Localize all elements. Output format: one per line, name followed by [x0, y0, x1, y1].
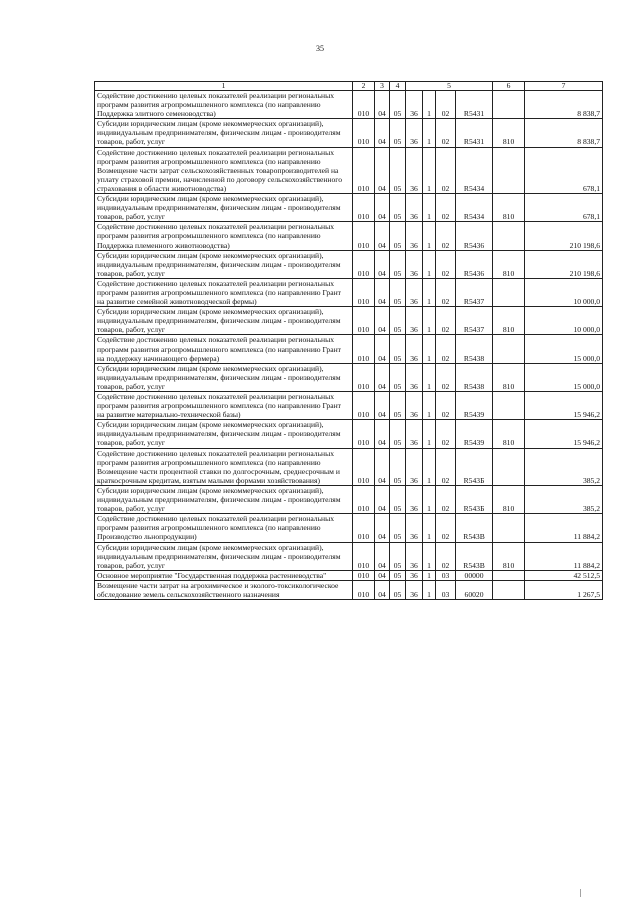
code-6: [493, 278, 525, 306]
code-5-subprogram: 1: [423, 514, 436, 542]
code-5-direction: R5431: [456, 119, 493, 147]
row-description: Содействие достижению целевых показателей реализации региональных программ развития агропромышленного комплекса (по направлению Грант на развитие семейной животноводческой фермы): [95, 278, 353, 306]
code-5-direction: R5438: [456, 363, 493, 391]
code-5-event: 02: [436, 392, 456, 420]
code-5-subprogram: 1: [423, 542, 436, 570]
code-2: 010: [353, 119, 375, 147]
code-5-direction: R5431: [456, 91, 493, 119]
code-2: 010: [353, 392, 375, 420]
amount: 385,2: [525, 448, 603, 485]
code-5-program: 36: [406, 448, 423, 485]
code-4: 05: [390, 570, 406, 580]
code-3: 04: [375, 580, 390, 599]
code-5-program: 36: [406, 250, 423, 278]
code-3: 04: [375, 542, 390, 570]
code-2: 010: [353, 307, 375, 335]
code-4: 05: [390, 250, 406, 278]
code-4: 05: [390, 194, 406, 222]
code-3: 04: [375, 278, 390, 306]
amount: 210 198,6: [525, 222, 603, 250]
code-2: 010: [353, 91, 375, 119]
amount: 210 198,6: [525, 250, 603, 278]
code-5-direction: R5438: [456, 335, 493, 363]
code-2: 010: [353, 448, 375, 485]
code-4: 05: [390, 119, 406, 147]
code-3: 04: [375, 147, 390, 193]
header-col-3: 3: [375, 82, 390, 91]
table-row: [95, 307, 603, 335]
code-4: 05: [390, 307, 406, 335]
code-2: 010: [353, 570, 375, 580]
code-6: [493, 222, 525, 250]
code-6: [493, 580, 525, 599]
row-description: Основное мероприятие "Государственная поддержка растениеводства": [95, 570, 353, 580]
code-5-program: 36: [406, 222, 423, 250]
code-5-direction: R5437: [456, 307, 493, 335]
code-5-program: 36: [406, 392, 423, 420]
code-5-event: 02: [436, 363, 456, 391]
code-5-event: 02: [436, 420, 456, 448]
code-2: 010: [353, 278, 375, 306]
code-3: 04: [375, 570, 390, 580]
table-row: [95, 278, 603, 306]
row-description: Субсидии юридическим лицам (кроме некоммерческих организаций), индивидуальным предпринимателям, физическим лицам - производителям товаров, работ, услуг: [95, 542, 353, 570]
row-description: Субсидии юридическим лицам (кроме некоммерческих организаций), индивидуальным предпринимателям, физическим лицам - производителям товаров, работ, услуг: [95, 420, 353, 448]
code-5-event: 02: [436, 335, 456, 363]
table-row: [95, 119, 603, 147]
code-2: 010: [353, 580, 375, 599]
code-2: 010: [353, 194, 375, 222]
row-description: Субсидии юридическим лицам (кроме некоммерческих организаций), индивидуальным предпринимателям, физическим лицам - производителям товаров, работ, услуг: [95, 485, 353, 513]
code-4: 05: [390, 514, 406, 542]
code-3: 04: [375, 392, 390, 420]
code-5-subprogram: 1: [423, 448, 436, 485]
row-description: Содействие достижению целевых показателей реализации региональных программ развития агропромышленного комплекса (по направлению Грант на развитие материально-технической базы): [95, 392, 353, 420]
footer-mark: |: [580, 888, 582, 897]
code-4: 05: [390, 222, 406, 250]
code-2: 010: [353, 485, 375, 513]
code-5-program: 36: [406, 514, 423, 542]
header-col-7: 7: [525, 82, 603, 91]
row-description: Субсидии юридическим лицам (кроме некоммерческих организаций), индивидуальным предпринимателям, физическим лицам - производителям товаров, работ, услуг: [95, 250, 353, 278]
row-description: Субсидии юридическим лицам (кроме некоммерческих организаций), индивидуальным предпринимателям, физическим лицам - производителям товаров, работ, услуг: [95, 307, 353, 335]
page-number: 35: [316, 44, 324, 53]
code-4: 05: [390, 278, 406, 306]
amount: 11 884,2: [525, 514, 603, 542]
table-row: [95, 250, 603, 278]
amount: 11 884,2: [525, 542, 603, 570]
code-4: 05: [390, 392, 406, 420]
code-5-direction: R5437: [456, 278, 493, 306]
row-description: Субсидии юридическим лицам (кроме некоммерческих организаций), индивидуальным предпринимателям, физическим лицам - производителям товаров, работ, услуг: [95, 119, 353, 147]
row-description: Возмещение части затрат на агрохимическое и эколого-токсикологическое обследование земель сельскохозяйственного назначения: [95, 580, 353, 599]
code-5-direction: R5434: [456, 194, 493, 222]
code-2: 010: [353, 147, 375, 193]
code-4: 05: [390, 147, 406, 193]
code-5-program: 36: [406, 194, 423, 222]
amount: 8 838,7: [525, 91, 603, 119]
code-4: 05: [390, 91, 406, 119]
code-5-direction: R5436: [456, 250, 493, 278]
code-4: 05: [390, 542, 406, 570]
code-5-subprogram: 1: [423, 570, 436, 580]
code-5-program: 36: [406, 307, 423, 335]
code-6: [493, 448, 525, 485]
code-4: 05: [390, 485, 406, 513]
amount: 42 512,5: [525, 570, 603, 580]
code-3: 04: [375, 335, 390, 363]
table-row: [95, 485, 603, 513]
table-row: [95, 194, 603, 222]
code-3: 04: [375, 91, 390, 119]
code-5-event: 02: [436, 194, 456, 222]
code-5-program: 36: [406, 335, 423, 363]
code-3: 04: [375, 448, 390, 485]
table-row: [95, 448, 603, 485]
code-5-program: 36: [406, 580, 423, 599]
code-5-event: 02: [436, 147, 456, 193]
code-6: [493, 392, 525, 420]
code-5-event: 03: [436, 580, 456, 599]
code-5-direction: 60020: [456, 580, 493, 599]
row-description: Субсидии юридическим лицам (кроме некоммерческих организаций), индивидуальным предпринимателям, физическим лицам - производителям товаров, работ, услуг: [95, 194, 353, 222]
code-3: 04: [375, 485, 390, 513]
table-row: [95, 570, 603, 580]
code-5-event: 02: [436, 307, 456, 335]
code-6: 810: [493, 307, 525, 335]
code-6: 810: [493, 363, 525, 391]
code-5-event: 02: [436, 119, 456, 147]
amount: 15 946,2: [525, 420, 603, 448]
amount: 1 267,5: [525, 580, 603, 599]
code-5-direction: R5439: [456, 392, 493, 420]
table-row: [95, 542, 603, 570]
header-col-6: 6: [493, 82, 525, 91]
table-row: [95, 222, 603, 250]
amount: 15 000,0: [525, 335, 603, 363]
code-2: 010: [353, 335, 375, 363]
code-5-event: 02: [436, 278, 456, 306]
code-5-event: 02: [436, 542, 456, 570]
code-5-program: 36: [406, 278, 423, 306]
code-3: 04: [375, 250, 390, 278]
code-2: 010: [353, 542, 375, 570]
code-6: 810: [493, 485, 525, 513]
code-4: 05: [390, 363, 406, 391]
code-5-direction: R5439: [456, 420, 493, 448]
budget-table: [94, 81, 603, 600]
code-6: [493, 147, 525, 193]
header-col-2: 2: [353, 82, 375, 91]
row-description: Содействие достижению целевых показателей реализации региональных программ развития агропромышленного комплекса (по направлению Возмещение части затрат сельскохозяйственных товаропроизводителей на уплату страховой премии, начисленной по договору сельскохозяйственного страхования в области животноводства): [95, 147, 353, 193]
code-5-subprogram: 1: [423, 307, 436, 335]
table-row: [95, 420, 603, 448]
amount: 8 838,7: [525, 119, 603, 147]
table-row: [95, 392, 603, 420]
code-5-event: 02: [436, 91, 456, 119]
code-4: 05: [390, 448, 406, 485]
code-5-subprogram: 1: [423, 222, 436, 250]
row-description: Содействие достижению целевых показателей реализации региональных программ развития агропромышленного комплекса (по направлению Возмещение части процентной ставки по долгосрочным, среднесрочным и краткосрочным кредитам, взятым малыми формами хозяйствования): [95, 448, 353, 485]
code-5-subprogram: 1: [423, 119, 436, 147]
code-3: 04: [375, 222, 390, 250]
code-3: 04: [375, 420, 390, 448]
code-5-event: 02: [436, 514, 456, 542]
row-description: Содействие достижению целевых показателей реализации региональных программ развития агропромышленного комплекса (по направлению Поддержка элитного семеноводства): [95, 91, 353, 119]
code-3: 04: [375, 119, 390, 147]
code-6: 810: [493, 194, 525, 222]
code-6: 810: [493, 542, 525, 570]
code-5-direction: R543В: [456, 514, 493, 542]
amount: 15 946,2: [525, 392, 603, 420]
code-6: 810: [493, 119, 525, 147]
code-5-event: 02: [436, 485, 456, 513]
code-5-subprogram: 1: [423, 147, 436, 193]
code-3: 04: [375, 194, 390, 222]
code-6: [493, 570, 525, 580]
code-5-program: 36: [406, 420, 423, 448]
code-6: [493, 91, 525, 119]
amount: 678,1: [525, 147, 603, 193]
code-3: 04: [375, 514, 390, 542]
header-col-1: 1: [95, 82, 353, 91]
code-5-direction: R543Б: [456, 448, 493, 485]
code-4: 05: [390, 420, 406, 448]
row-description: Содействие достижению целевых показателей реализации региональных программ развития агропромышленного комплекса (по направлению Грант на поддержку начинающего фермера): [95, 335, 353, 363]
code-5-subprogram: 1: [423, 420, 436, 448]
code-5-event: 02: [436, 222, 456, 250]
code-5-program: 36: [406, 119, 423, 147]
header-col-4: 4: [390, 82, 406, 91]
code-5-direction: 00000: [456, 570, 493, 580]
code-5-program: 36: [406, 147, 423, 193]
table-row: [95, 363, 603, 391]
code-5-subprogram: 1: [423, 335, 436, 363]
code-6: [493, 514, 525, 542]
code-2: 010: [353, 514, 375, 542]
code-5-subprogram: 1: [423, 363, 436, 391]
code-5-event: 03: [436, 570, 456, 580]
code-4: 05: [390, 580, 406, 599]
header-row: [95, 82, 603, 91]
table-row: [95, 514, 603, 542]
row-description: Содействие достижению целевых показателей реализации региональных программ развития агропромышленного комплекса (по направлению Поддержка племенного животноводства): [95, 222, 353, 250]
amount: 15 000,0: [525, 363, 603, 391]
row-description: Субсидии юридическим лицам (кроме некоммерческих организаций), индивидуальным предпринимателям, физическим лицам - производителям товаров, работ, услуг: [95, 363, 353, 391]
code-5-subprogram: 1: [423, 250, 436, 278]
amount: 10 000,0: [525, 307, 603, 335]
table-row: [95, 91, 603, 119]
code-5-subprogram: 1: [423, 91, 436, 119]
header-col-5: 5: [406, 82, 493, 91]
code-5-event: 02: [436, 250, 456, 278]
code-5-program: 36: [406, 542, 423, 570]
amount: 385,2: [525, 485, 603, 513]
amount: 10 000,0: [525, 278, 603, 306]
code-2: 010: [353, 363, 375, 391]
code-2: 010: [353, 420, 375, 448]
table-row: [95, 580, 603, 599]
code-5-subprogram: 1: [423, 485, 436, 513]
row-description: Содействие достижению целевых показателей реализации региональных программ развития агропромышленного комплекса (по направлению Производство льнопродукции): [95, 514, 353, 542]
code-2: 010: [353, 250, 375, 278]
code-5-program: 36: [406, 485, 423, 513]
code-6: [493, 335, 525, 363]
code-5-program: 36: [406, 363, 423, 391]
code-5-program: 36: [406, 91, 423, 119]
code-6: 810: [493, 420, 525, 448]
code-4: 05: [390, 335, 406, 363]
code-5-subprogram: 1: [423, 580, 436, 599]
code-3: 04: [375, 307, 390, 335]
code-5-direction: R543В: [456, 542, 493, 570]
code-5-program: 36: [406, 570, 423, 580]
code-5-subprogram: 1: [423, 194, 436, 222]
code-5-direction: R5436: [456, 222, 493, 250]
code-5-direction: R5434: [456, 147, 493, 193]
table-row: [95, 335, 603, 363]
code-6: 810: [493, 250, 525, 278]
code-5-subprogram: 1: [423, 392, 436, 420]
code-2: 010: [353, 222, 375, 250]
code-5-event: 02: [436, 448, 456, 485]
code-5-subprogram: 1: [423, 278, 436, 306]
amount: 678,1: [525, 194, 603, 222]
code-3: 04: [375, 363, 390, 391]
code-5-direction: R543Б: [456, 485, 493, 513]
table-row: [95, 147, 603, 193]
